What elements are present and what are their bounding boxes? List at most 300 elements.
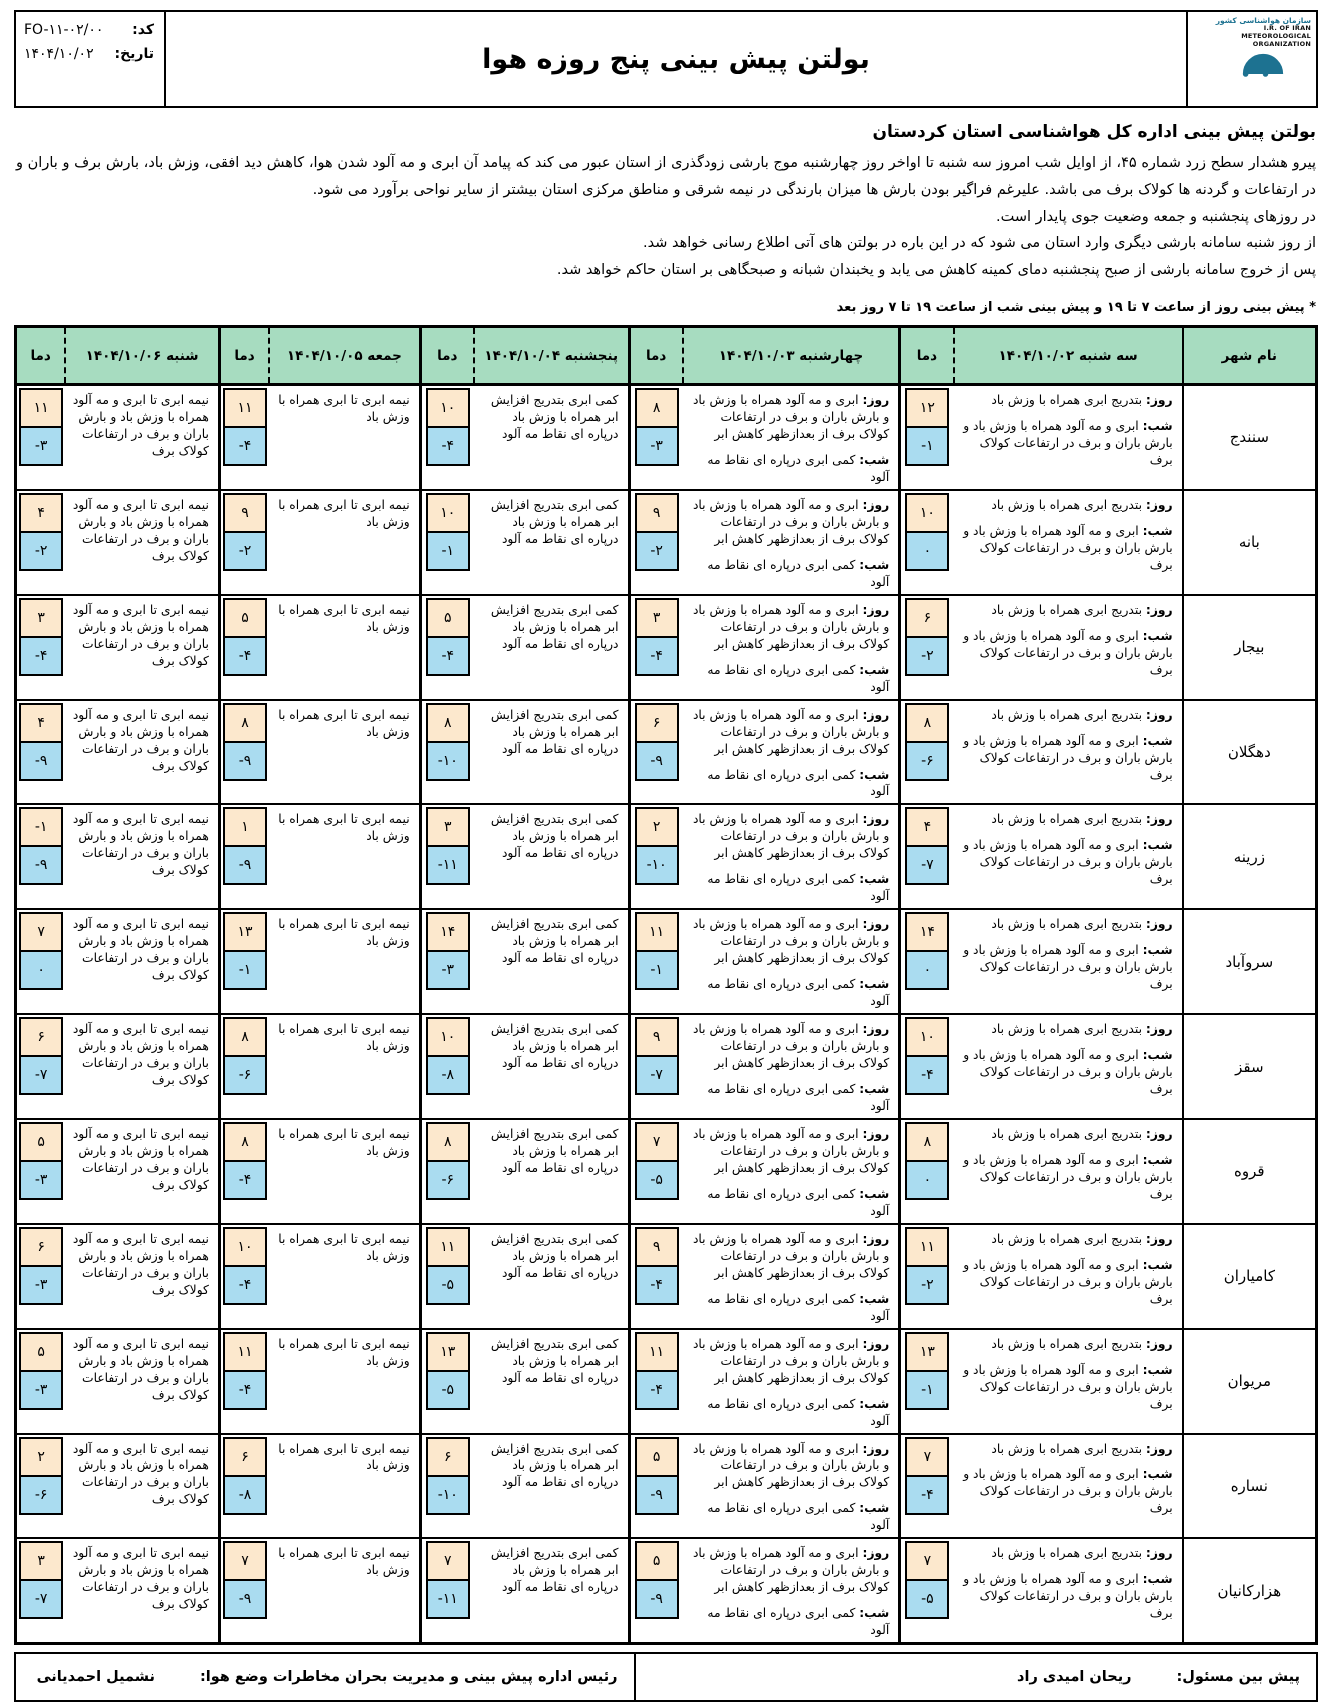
night-temp: -۲ (635, 531, 679, 571)
day-temp: ۹ (635, 1227, 679, 1267)
temps-wednesday (629, 490, 683, 595)
day-temp: ۹ (635, 1017, 679, 1057)
temps-tuesday (900, 1224, 954, 1329)
forecast-saturday: نیمه ابری تا ابری و مه آلود همراه با وزش باد و بارش باران و برف در ارتفاعات کولاک برف (72, 1126, 209, 1192)
forecast-wednesday: روز: ابری و مه آلود همراه با وزش باد و بارش باران و برف در ارتفاعات کولاک برف از بعدازظهر کاهش ابر شب: کمی ابری درپاره ای نقاط مه آلود (692, 1231, 890, 1323)
temps-wednesday (629, 1538, 683, 1643)
temps-saturday (16, 1538, 66, 1643)
temps-friday (219, 1014, 269, 1119)
forecast-tuesday: روز: بتدریج ابری همراه با وزش باد شب: ابری و مه آلود همراه با وزش باد و بارش باران و برف در ارتفاعات کولاک برف (963, 812, 1173, 887)
table-row (16, 1119, 1317, 1224)
temps-tuesday (900, 909, 954, 1014)
day-temp: ۳ (19, 598, 63, 638)
night-temp: -۴ (223, 1160, 267, 1200)
temps-wednesday (629, 1329, 683, 1434)
forecast-friday: نیمه ابری تا ابری همراه با وزش باد (278, 1546, 410, 1578)
forecast-thursday: کمی ابری بتدریج افزایش ابر همراه با وزش باد درپاره ای نقاط مه آلود (490, 497, 619, 546)
day-temp: ۹ (223, 493, 267, 533)
col-temp-wednesday: دما (629, 327, 683, 385)
intro-paragraph-1: پیرو هشدار سطح زرد شماره ۴۵، از اوایل شب امروز سه شنبه تا اواخر روز چهارشنبه موج بارشی زودگذری از استان عبور می کند که پیامد آن ابری و مه آلود شدن هوا، کاهش دید افقی، وزش باد، بارش برف و باران و در ارتفاعات و گردنه ها کولاک برف می باشد. علیرغم فراگیر بودن بارش ها میزان بارندگی در نیمه شرقی و مناطق مرکزی استان بیشتر از سایر نواحی برآورد می شود. (16, 155, 1316, 198)
city-name: بانه (1183, 490, 1317, 595)
day-temp: ۱۰ (426, 388, 470, 428)
temps-saturday (16, 909, 66, 1014)
temps-friday (219, 1119, 269, 1224)
night-temp: ۰ (905, 950, 949, 990)
forecast-saturday: نیمه ابری تا ابری و مه آلود همراه با وزش باد و بارش باران و برف در ارتفاعات کولاک برف (72, 1231, 209, 1297)
temps-saturday (16, 490, 66, 595)
night-temp: -۱۰ (635, 845, 679, 885)
temps-tuesday (900, 1119, 954, 1224)
night-temp: -۹ (19, 845, 63, 885)
day-temp: ۱۱ (905, 1227, 949, 1267)
head-name: نشمیل احمدیانی (36, 1669, 155, 1686)
code-label: کد: (132, 22, 154, 38)
night-temp: -۷ (19, 1579, 63, 1619)
temps-thursday (420, 385, 474, 490)
forecast-saturday: نیمه ابری تا ابری و مه آلود همراه با وزش باد و بارش باران و برف در ارتفاعات کولاک برف (72, 917, 209, 983)
forecast-friday: نیمه ابری تا ابری همراه با وزش باد (278, 917, 410, 949)
night-temp: -۲ (905, 1265, 949, 1305)
day-temp: ۴ (905, 807, 949, 847)
day-temp: ۶ (426, 1437, 470, 1477)
day-temp: ۱۳ (905, 1332, 949, 1372)
temps-wednesday (629, 1119, 683, 1224)
day-temp: ۷ (635, 1122, 679, 1162)
temps-wednesday (629, 909, 683, 1014)
temps-friday (219, 595, 269, 700)
temps-tuesday (900, 385, 954, 490)
table-row (16, 595, 1317, 700)
temps-thursday (420, 909, 474, 1014)
intro-section (14, 122, 1318, 315)
temps-thursday (420, 1014, 474, 1119)
night-temp: -۶ (19, 1475, 63, 1515)
city-name: سقز (1183, 1014, 1317, 1119)
city-name: مریوان (1183, 1329, 1317, 1434)
temps-saturday (16, 1329, 66, 1434)
col-temp-thursday: دما (420, 327, 474, 385)
night-temp: -۱۱ (426, 1579, 470, 1619)
night-temp: -۲ (905, 636, 949, 676)
day-temp: ۳ (19, 1541, 63, 1581)
forecast-thursday: کمی ابری بتدریج افزایش ابر همراه با وزش باد درپاره ای نقاط مه آلود (490, 1336, 619, 1385)
temps-friday (219, 1434, 269, 1539)
temps-tuesday (900, 595, 954, 700)
forecast-friday: نیمه ابری تا ابری همراه با وزش باد (278, 1336, 410, 1368)
forecast-wednesday: روز: ابری و مه آلود همراه با وزش باد و بارش باران و برف در ارتفاعات کولاک برف از بعدازظهر کاهش ابر شب: کمی ابری درپاره ای نقاط مه آلود (692, 1546, 890, 1638)
temps-friday (219, 1329, 269, 1434)
temps-friday (219, 909, 269, 1014)
night-temp: -۱ (223, 950, 267, 990)
forecast-friday: نیمه ابری تا ابری همراه با وزش باد (278, 707, 410, 739)
night-temp: -۷ (905, 845, 949, 885)
night-temp: -۱ (635, 950, 679, 990)
forecast-saturday: نیمه ابری تا ابری و مه آلود همراه با وزش باد و بارش باران و برف در ارتفاعات کولاک برف (72, 1441, 209, 1507)
night-temp: -۴ (426, 426, 470, 466)
day-temp: ۱۰ (426, 493, 470, 533)
night-temp: -۹ (223, 1579, 267, 1619)
forecaster-cell (634, 1654, 1317, 1700)
day-temp: ۶ (223, 1437, 267, 1477)
forecast-wednesday: روز: ابری و مه آلود همراه با وزش باد و بارش باران و برف در ارتفاعات کولاک برف از بعدازظهر کاهش ابر شب: کمی ابری درپاره ای نقاط مه آلود (692, 1022, 890, 1113)
forecast-friday: نیمه ابری تا ابری همراه با وزش باد (278, 602, 410, 634)
date-value: ۱۴۰۴/۱۰/۰۲ (24, 46, 94, 62)
temps-friday (219, 1538, 269, 1643)
header-strip (14, 10, 1318, 108)
forecast-saturday: نیمه ابری تا ابری و مه آلود همراه با وزش باد و بارش باران و برف در ارتفاعات کولاک برف (72, 602, 209, 668)
col-temp-friday: دما (219, 327, 269, 385)
temps-saturday (16, 1014, 66, 1119)
day-temp: ۶ (19, 1227, 63, 1267)
forecast-friday: نیمه ابری تا ابری همراه با وزش باد (278, 497, 410, 529)
day-temp: ۱۴ (905, 912, 949, 952)
temps-saturday (16, 1119, 66, 1224)
night-temp: -۶ (905, 741, 949, 781)
forecast-tuesday: روز: بتدریج ابری همراه با وزش باد شب: ابری و مه آلود همراه با وزش باد و بارش باران و برف در ارتفاعات کولاک برف (963, 1441, 1173, 1516)
temps-friday (219, 1224, 269, 1329)
forecast-thursday: کمی ابری بتدریج افزایش ابر همراه با وزش باد درپاره ای نقاط مه آلود (490, 1231, 619, 1280)
night-temp: -۵ (426, 1265, 470, 1305)
forecast-saturday: نیمه ابری تا ابری و مه آلود همراه با وزش باد و بارش باران و برف در ارتفاعات کولاک برف (72, 812, 209, 878)
code-row (24, 22, 154, 38)
forecast-saturday: نیمه ابری تا ابری و مه آلود همراه با وزش باد و بارش باران و برف در ارتفاعات کولاک برف (72, 1336, 209, 1402)
day-temp: ۹ (635, 493, 679, 533)
day-temp: ۴ (19, 703, 63, 743)
day-temp: ۱۲ (905, 388, 949, 428)
day-temp: ۷ (905, 1541, 949, 1581)
city-name: زرینه (1183, 804, 1317, 909)
night-temp: -۵ (426, 1370, 470, 1410)
temps-saturday (16, 700, 66, 805)
night-temp: -۳ (19, 1160, 63, 1200)
forecast-tuesday: روز: بتدریج ابری همراه با وزش باد شب: ابری و مه آلود همراه با وزش باد و بارش باران و برف در ارتفاعات کولاک برف (963, 917, 1173, 992)
night-temp: -۷ (19, 1055, 63, 1095)
city-name: کامیاران (1183, 1224, 1317, 1329)
forecast-wednesday: روز: ابری و مه آلود همراه با وزش باد و بارش باران و برف در ارتفاعات کولاک برف از بعدازظهر کاهش ابر شب: کمی ابری درپاره ای نقاط مه آلود (692, 1336, 890, 1428)
night-temp: ۰ (905, 531, 949, 571)
day-temp: ۸ (426, 703, 470, 743)
night-temp: -۳ (426, 950, 470, 990)
forecast-thursday: کمی ابری بتدریج افزایش ابر همراه با وزش باد درپاره ای نقاط مه آلود (490, 393, 619, 441)
day-temp: ۱۴ (426, 912, 470, 952)
forecast-friday: نیمه ابری تا ابری همراه با وزش باد (278, 1231, 410, 1263)
night-temp: -۱ (426, 531, 470, 571)
forecast-tuesday: روز: بتدریج ابری همراه با وزش باد شب: ابری و مه آلود همراه با وزش باد و بارش باران و برف در ارتفاعات کولاک برف (963, 497, 1173, 572)
forecast-saturday: نیمه ابری تا ابری و مه آلود همراه با وزش باد و بارش باران و برف در ارتفاعات کولاک برف (72, 707, 209, 773)
org-logo (1186, 12, 1316, 106)
night-temp: -۴ (905, 1475, 949, 1515)
night-temp: -۳ (19, 426, 63, 466)
forecast-tuesday: روز: بتدریج ابری همراه با وزش باد شب: ابری و مه آلود همراه با وزش باد و بارش باران و برف در ارتفاعات کولاک برف (963, 1546, 1173, 1621)
day-temp: ۵ (223, 598, 267, 638)
day-temp: ۸ (426, 1122, 470, 1162)
night-temp: -۳ (19, 1265, 63, 1305)
city-name: قروه (1183, 1119, 1317, 1224)
temps-thursday (420, 804, 474, 909)
night-temp: -۸ (223, 1475, 267, 1515)
day-temp: ۱۰ (905, 1017, 949, 1057)
forecast-wednesday: روز: ابری و مه آلود همراه با وزش باد و بارش باران و برف در ارتفاعات کولاک برف از بعدازظهر کاهش ابر شب: کمی ابری درپاره ای نقاط مه آلود (692, 497, 890, 589)
night-temp: -۴ (223, 426, 267, 466)
forecast-tuesday: روز: بتدریج ابری همراه با وزش باد شب: ابری و مه آلود همراه با وزش باد و بارش باران و برف در ارتفاعات کولاک برف (963, 1022, 1173, 1097)
temps-friday (219, 490, 269, 595)
temps-tuesday (900, 1014, 954, 1119)
night-temp: -۲ (19, 531, 63, 571)
signatures-footer (14, 1652, 1318, 1702)
col-thursday: پنجشنبه ۱۴۰۴/۱۰/۰۴ (474, 327, 629, 385)
table-row (16, 490, 1317, 595)
table-row (16, 804, 1317, 909)
forecast-wednesday: روز: ابری و مه آلود همراه با وزش باد و بارش باران و برف در ارتفاعات کولاک برف از بعدازظهر کاهش ابر شب: کمی ابری درپاره ای نقاط مه آلود (692, 393, 890, 484)
night-temp: -۲ (223, 531, 267, 571)
night-temp: -۱ (905, 426, 949, 466)
table-row (16, 700, 1317, 805)
day-temp: ۱۱ (635, 1332, 679, 1372)
forecast-wednesday: روز: ابری و مه آلود همراه با وزش باد و بارش باران و برف در ارتفاعات کولاک برف از بعدازظهر کاهش ابر شب: کمی ابری درپاره ای نقاط مه آلود (692, 1126, 890, 1218)
city-name: هزارکانیان (1183, 1538, 1317, 1643)
night-temp: -۹ (223, 845, 267, 885)
forecast-thursday: کمی ابری بتدریج افزایش ابر همراه با وزش باد درپاره ای نقاط مه آلود (490, 917, 619, 966)
day-temp: ۶ (19, 1017, 63, 1057)
day-temp: ۸ (223, 1122, 267, 1162)
intro-paragraph-4: پس از خروج سامانه بارشی از صبح پنجشنبه دمای کمینه کاهش می یابد و یخبندان شبانه و صبحگاهی بر استان حاکم خواهد شد. (556, 262, 1316, 279)
night-temp: -۴ (635, 636, 679, 676)
forecast-wednesday: روز: ابری و مه آلود همراه با وزش باد و بارش باران و برف در ارتفاعات کولاک برف از بعدازظهر کاهش ابر شب: کمی ابری درپاره ای نقاط مه آلود (692, 602, 890, 694)
night-temp: -۹ (223, 741, 267, 781)
night-temp: ۰ (905, 1160, 949, 1200)
temps-friday (219, 804, 269, 909)
day-temp: ۷ (19, 912, 63, 952)
forecast-friday: نیمه ابری تا ابری همراه با وزش باد (278, 393, 410, 425)
day-temp: ۷ (426, 1541, 470, 1581)
table-row (16, 1538, 1317, 1643)
night-temp: ۰ (19, 950, 63, 990)
temps-thursday (420, 1538, 474, 1643)
night-temp: -۶ (426, 1160, 470, 1200)
day-temp: ۲ (635, 807, 679, 847)
temps-thursday (420, 595, 474, 700)
forecast-table (14, 325, 1318, 1645)
forecast-friday: نیمه ابری تا ابری همراه با وزش باد (278, 1022, 410, 1054)
temps-wednesday (629, 385, 683, 490)
day-temp: ۵ (19, 1332, 63, 1372)
day-temp: ۴ (19, 493, 63, 533)
temps-wednesday (629, 700, 683, 805)
forecaster-label: پیش بین مسئول: (1176, 1669, 1300, 1686)
day-temp: ۱۰ (426, 1017, 470, 1057)
night-temp: -۴ (635, 1265, 679, 1305)
forecast-wednesday: روز: ابری و مه آلود همراه با وزش باد و بارش باران و برف در ارتفاعات کولاک برف از بعدازظهر کاهش ابر شب: کمی ابری درپاره ای نقاط مه آلود (692, 1441, 890, 1533)
col-friday: جمعه ۱۴۰۴/۱۰/۰۵ (269, 327, 420, 385)
day-temp: ۳ (426, 807, 470, 847)
table-row (16, 1434, 1317, 1539)
day-temp: ۳ (635, 598, 679, 638)
forecast-friday: نیمه ابری تا ابری همراه با وزش باد (278, 812, 410, 844)
date-row (24, 46, 154, 62)
night-temp: -۹ (635, 1475, 679, 1515)
table-row (16, 385, 1317, 490)
code-value: FO-۱۱-۰۲/۰۰ (24, 22, 104, 38)
forecast-friday: نیمه ابری تا ابری همراه با وزش باد (278, 1441, 410, 1473)
page-title: بولتن پیش بینی پنج روزه هوا (482, 43, 870, 75)
city-name: بیجار (1183, 595, 1317, 700)
day-temp: ۱۱ (223, 1332, 267, 1372)
day-temp: -۱ (19, 807, 63, 847)
forecast-tuesday: روز: بتدریج ابری همراه با وزش باد شب: ابری و مه آلود همراه با وزش باد و بارش باران و برف در ارتفاعات کولاک برف (963, 602, 1173, 677)
day-temp: ۵ (426, 598, 470, 638)
col-temp-saturday: دما (16, 327, 66, 385)
temps-thursday (420, 490, 474, 595)
forecast-thursday: کمی ابری بتدریج افزایش ابر همراه با وزش باد درپاره ای نقاط مه آلود (490, 1546, 619, 1595)
table-row (16, 1224, 1317, 1329)
temps-tuesday (900, 490, 954, 595)
day-temp: ۸ (223, 703, 267, 743)
forecast-wednesday: روز: ابری و مه آلود همراه با وزش باد و بارش باران و برف در ارتفاعات کولاک برف از بعدازظهر کاهش ابر شب: کمی ابری درپاره ای نقاط مه آلود (692, 707, 890, 799)
forecast-thursday: کمی ابری بتدریج افزایش ابر همراه با وزش باد درپاره ای نقاط مه آلود (490, 1126, 619, 1175)
night-temp: -۹ (635, 741, 679, 781)
org-name-fa: سازمان هواشناسی کشور (1215, 16, 1311, 25)
forecaster-name: ریحان امیدی راد (1017, 1669, 1132, 1686)
forecast-thursday: کمی ابری بتدریج افزایش ابر همراه با وزش باد درپاره ای نقاط مه آلود (490, 1022, 619, 1071)
col-saturday: شنبه ۱۴۰۴/۱۰/۰۶ (65, 327, 219, 385)
spiral-logo-icon (1232, 43, 1294, 105)
temps-tuesday (900, 804, 954, 909)
forecast-saturday: نیمه ابری تا ابری و مه آلود همراه با وزش باد و بارش باران و برف در ارتفاعات کولاک برف (72, 1546, 209, 1612)
day-temp: ۷ (905, 1437, 949, 1477)
day-temp: ۱۰ (223, 1227, 267, 1267)
night-temp: -۱۰ (426, 1475, 470, 1515)
city-name: دهگلان (1183, 700, 1317, 805)
temps-thursday (420, 1329, 474, 1434)
forecast-saturday: نیمه ابری تا ابری و مه آلود همراه با وزش باد و بارش باران و برف در ارتفاعات کولاک برف (72, 393, 209, 458)
col-tuesday: سه شنبه ۱۴۰۴/۱۰/۰۲ (954, 327, 1183, 385)
day-temp: ۵ (19, 1122, 63, 1162)
day-temp: ۱۱ (223, 388, 267, 428)
forecast-tuesday: روز: بتدریج ابری همراه با وزش باد شب: ابری و مه آلود همراه با وزش باد و بارش باران و برف در ارتفاعات کولاک برف (963, 707, 1173, 782)
night-temp: -۸ (426, 1055, 470, 1095)
forecast-wednesday: روز: ابری و مه آلود همراه با وزش باد و بارش باران و برف در ارتفاعات کولاک برف از بعدازظهر کاهش ابر شب: کمی ابری درپاره ای نقاط مه آلود (692, 917, 890, 1009)
temps-saturday (16, 804, 66, 909)
org-name-en-1: I.R. OF IRAN (1263, 24, 1311, 32)
day-temp: ۸ (905, 1122, 949, 1162)
temps-saturday (16, 595, 66, 700)
day-temp: ۶ (635, 703, 679, 743)
temps-wednesday (629, 1014, 683, 1119)
temps-wednesday (629, 1434, 683, 1539)
night-temp: -۳ (635, 426, 679, 466)
temps-tuesday (900, 1434, 954, 1539)
forecast-thursday: کمی ابری بتدریج افزایش ابر همراه با وزش باد درپاره ای نقاط مه آلود (490, 812, 619, 861)
day-temp: ۱۱ (426, 1227, 470, 1267)
day-temp: ۱۰ (905, 493, 949, 533)
forecast-tuesday: روز: بتدریج ابری همراه با وزش باد شب: ابری و مه آلود همراه با وزش باد و بارش باران و برف در ارتفاعات کولاک برف (963, 393, 1173, 467)
col-wednesday: چهارشنبه ۱۴۰۴/۱۰/۰۳ (683, 327, 900, 385)
night-temp: -۴ (223, 1265, 267, 1305)
night-temp: -۵ (905, 1579, 949, 1619)
temps-saturday (16, 1224, 66, 1329)
date-label: تاریخ: (114, 46, 154, 62)
forecast-wednesday: روز: ابری و مه آلود همراه با وزش باد و بارش باران و برف در ارتفاعات کولاک برف از بعدازظهر کاهش ابر شب: کمی ابری درپاره ای نقاط مه آلود (692, 812, 890, 904)
night-temp: -۴ (426, 636, 470, 676)
table-row (16, 1014, 1317, 1119)
night-temp: -۴ (19, 636, 63, 676)
temps-thursday (420, 1224, 474, 1329)
table-row (16, 1329, 1317, 1434)
night-temp: -۵ (635, 1160, 679, 1200)
night-temp: -۴ (905, 1055, 949, 1095)
temps-tuesday (900, 700, 954, 805)
night-temp: -۶ (223, 1055, 267, 1095)
forecast-tuesday: روز: بتدریج ابری همراه با وزش باد شب: ابری و مه آلود همراه با وزش باد و بارش باران و برف در ارتفاعات کولاک برف (963, 1336, 1173, 1411)
col-city: نام شهر (1183, 327, 1317, 385)
night-temp: -۱ (905, 1370, 949, 1410)
forecast-friday: نیمه ابری تا ابری همراه با وزش باد (278, 1126, 410, 1158)
night-temp: -۷ (635, 1055, 679, 1095)
day-temp: ۸ (223, 1017, 267, 1057)
temps-tuesday (900, 1538, 954, 1643)
day-temp: ۸ (905, 703, 949, 743)
forecast-thursday: کمی ابری بتدریج افزایش ابر همراه با وزش باد درپاره ای نقاط مه آلود (490, 1441, 619, 1490)
night-temp: -۱۰ (426, 741, 470, 781)
day-temp: ۵ (635, 1437, 679, 1477)
day-temp: ۱۱ (635, 912, 679, 952)
intro-paragraph-3: از روز شنبه سامانه بارشی دیگری وارد استان می شود که در این باره در بولتن های آتی اطلاع رسانی خواهد شد. (642, 235, 1316, 252)
day-temp: ۸ (635, 388, 679, 428)
forecast-tuesday: روز: بتدریج ابری همراه با وزش باد شب: ابری و مه آلود همراه با وزش باد و بارش باران و برف در ارتفاعات کولاک برف (963, 1231, 1173, 1306)
night-temp: -۹ (19, 741, 63, 781)
table-row (16, 909, 1317, 1014)
day-temp: ۷ (223, 1541, 267, 1581)
forecast-tuesday: روز: بتدریج ابری همراه با وزش باد شب: ابری و مه آلود همراه با وزش باد و بارش باران و برف در ارتفاعات کولاک برف (963, 1126, 1173, 1201)
org-name-en-3: ORGANIZATION (1252, 39, 1311, 48)
city-name: سروآباد (1183, 909, 1317, 1014)
temps-wednesday (629, 1224, 683, 1329)
temps-wednesday (629, 595, 683, 700)
day-temp: ۱۳ (426, 1332, 470, 1372)
forecast-saturday: نیمه ابری تا ابری و مه آلود همراه با وزش باد و بارش باران و برف در ارتفاعات کولاک برف (72, 1022, 209, 1088)
intro-paragraph-2: در روزهای پنجشنبه و جمعه وضعیت جوی پایدار است. (996, 208, 1316, 225)
day-temp: ۶ (905, 598, 949, 638)
code-date-box (16, 12, 166, 106)
temps-saturday (16, 385, 66, 490)
forecast-saturday: نیمه ابری تا ابری و مه آلود همراه با وزش باد و بارش باران و برف در ارتفاعات کولاک برف (72, 497, 209, 563)
intro-heading: بولتن پیش بینی اداره کل هواشناسی استان کردستان (872, 122, 1316, 142)
temps-thursday (420, 700, 474, 805)
day-temp: ۱۱ (19, 388, 63, 428)
city-name: نساره (1183, 1434, 1317, 1539)
temps-thursday (420, 1119, 474, 1224)
col-temp-tuesday: دما (900, 327, 954, 385)
temps-friday (219, 385, 269, 490)
night-temp: -۳ (19, 1370, 63, 1410)
forecast-thursday: کمی ابری بتدریج افزایش ابر همراه با وزش باد درپاره ای نقاط مه آلود (490, 602, 619, 651)
head-of-office-cell (16, 1654, 634, 1700)
temps-tuesday (900, 1329, 954, 1434)
temps-friday (219, 700, 269, 805)
night-temp: -۴ (635, 1370, 679, 1410)
temps-thursday (420, 1434, 474, 1539)
day-temp: ۲ (19, 1437, 63, 1477)
night-temp: -۹ (635, 1579, 679, 1619)
temps-wednesday (629, 804, 683, 909)
table-header-row (16, 327, 1317, 385)
temps-saturday (16, 1434, 66, 1539)
org-name-en-2: METEOROLOGICAL (1241, 31, 1311, 40)
day-temp: ۵ (635, 1541, 679, 1581)
city-name: سنندج (1183, 385, 1317, 490)
day-temp: ۱ (223, 807, 267, 847)
night-temp: -۴ (223, 1370, 267, 1410)
